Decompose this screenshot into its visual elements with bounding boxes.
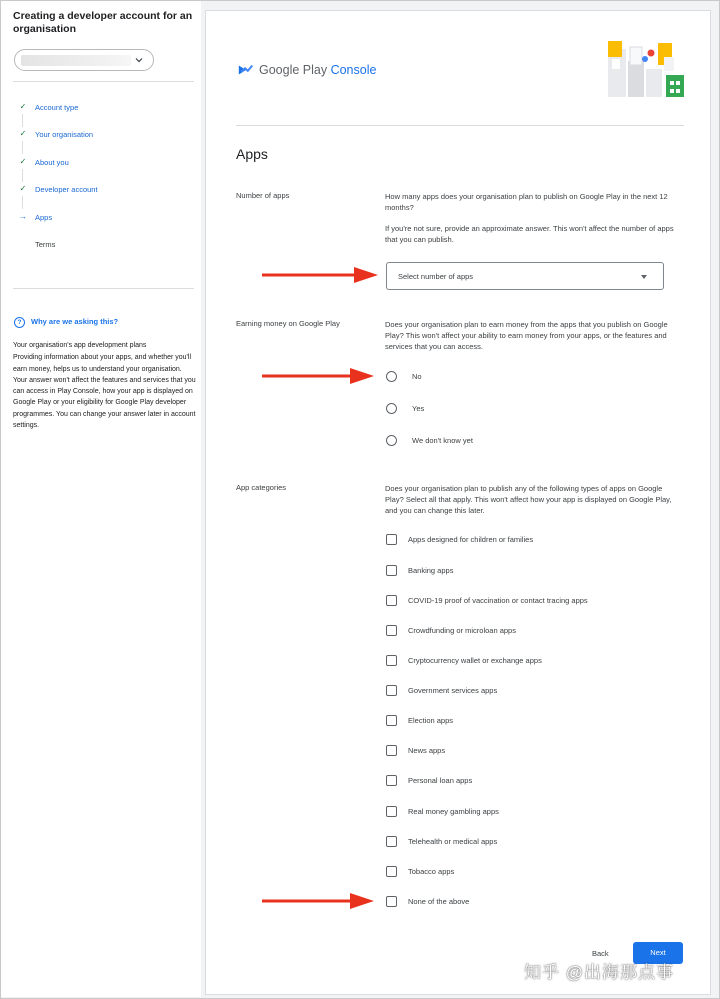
annotation-arrow-icon	[262, 892, 374, 910]
app-categories-question: Does your organisation plan to publish any of the following types of apps on Google Play? Select all that apply. This won't affect how your app is displayed on Google Play, and you can change this later.	[385, 484, 672, 515]
help-text	[13, 340, 196, 431]
radio-label: We don't know yet	[412, 436, 473, 445]
checkbox-label: Tobacco apps	[408, 867, 455, 876]
radio-button[interactable]	[386, 403, 397, 414]
checkbox[interactable]	[386, 625, 397, 636]
sidebar-title: Creating a developer account for an organisation	[13, 10, 193, 35]
help-heading: Why are we asking this?	[31, 317, 119, 326]
checkbox[interactable]	[386, 685, 397, 696]
checkbox-label: COVID-19 proof of vaccination or contact tracing apps	[408, 596, 588, 605]
step-label: Your organisation	[35, 130, 94, 140]
step-connector	[22, 141, 23, 154]
step-label: Account type	[35, 103, 79, 112]
check-icon: ✓	[19, 184, 27, 194]
checkbox[interactable]	[386, 866, 397, 877]
check-icon: ✓	[19, 102, 27, 111]
redacted-account-name	[21, 55, 131, 66]
checkbox[interactable]	[386, 806, 397, 817]
page-title: Apps	[236, 146, 268, 162]
chevron-down-icon	[134, 55, 144, 65]
google-play-console-logo-text	[259, 63, 376, 77]
checkbox[interactable]	[386, 836, 397, 847]
logo-text-accent: Console	[330, 63, 377, 77]
next-button[interactable]: Next	[633, 942, 683, 964]
checkbox-label: Apps designed for children or families	[408, 535, 534, 544]
step-apps[interactable]	[13, 209, 193, 236]
step-connector	[22, 169, 23, 182]
caret-down-icon	[641, 275, 647, 279]
back-button[interactable]: Back	[592, 949, 609, 958]
sidebar	[1, 1, 201, 997]
earning-money-question: Does your organisation plan to earn money from the apps that you publish on Google Play? This won't affect your ability to earn money from your apps, or the features and services that you can access.	[385, 320, 668, 351]
step-label: Developer account	[35, 185, 98, 195]
step-connector	[22, 196, 23, 209]
annotation-arrow-icon	[262, 266, 378, 284]
checkbox[interactable]	[386, 745, 397, 756]
help-circle-icon: ?	[14, 317, 25, 328]
checkbox[interactable]	[386, 715, 397, 726]
check-icon: ✓	[19, 129, 27, 139]
app-categories-label: App categories	[236, 483, 287, 492]
account-selector[interactable]	[14, 49, 154, 71]
checkbox-label: Cryptocurrency wallet or exchange apps	[408, 656, 542, 665]
help-paragraph: Providing information about your apps, and whether you'll earn money, helps us to understand your organisation. Your answer won't affect the features and services that you can access in Play Console, how your app is displayed on Google Play or your eligibility for Google Play developer programmes. You can change your answer later in account settings.	[13, 354, 196, 430]
checkbox[interactable]	[386, 565, 397, 576]
step-list	[13, 99, 193, 263]
sidebar-divider	[13, 81, 194, 82]
step-your-organisation[interactable]	[13, 126, 193, 153]
step-label: Apps	[35, 212, 53, 222]
main-card	[205, 10, 711, 995]
step-terms[interactable]	[13, 236, 193, 263]
radio-button[interactable]	[386, 371, 397, 382]
checkbox[interactable]	[386, 896, 397, 907]
checkbox[interactable]	[386, 655, 397, 666]
radio-label: No	[412, 372, 422, 381]
checkbox-label: None of the above	[408, 897, 470, 906]
step-developer-account[interactable]	[13, 181, 193, 208]
step-about-you[interactable]	[13, 154, 193, 181]
checkbox-label: Crowdfunding or microloan apps	[408, 626, 516, 635]
step-label: About you	[35, 157, 69, 167]
number-of-apps-select[interactable]	[386, 262, 664, 290]
number-of-apps-label: Number of apps	[236, 191, 290, 200]
step-connector	[22, 114, 23, 127]
checkbox-label: Banking apps	[408, 566, 454, 575]
hero-illustration-icon	[606, 39, 686, 101]
check-icon: ✓	[19, 156, 27, 166]
checkbox-label: Personal loan apps	[408, 776, 473, 785]
help-intro: Your organisation's app development plans	[13, 342, 147, 349]
checkbox-label: Government services apps	[408, 686, 498, 695]
checkbox-label: Telehealth or medical apps	[408, 837, 498, 846]
step-account-type[interactable]	[13, 99, 193, 126]
number-of-apps-question: How many apps does your organisation plan to publish on Google Play in the next 12 months?	[385, 192, 668, 212]
zhihu-watermark: 知乎 @出海那点事	[524, 963, 674, 982]
checkbox-label: Real money gambling apps	[408, 807, 499, 816]
radio-button[interactable]	[386, 435, 397, 446]
earning-money-label: Earning money on Google Play	[236, 319, 340, 328]
arrow-right-icon: →	[19, 211, 27, 221]
checkbox[interactable]	[386, 595, 397, 606]
step-label: Terms	[35, 239, 56, 249]
google-play-console-logo-icon	[237, 61, 255, 79]
radio-label: Yes	[412, 404, 425, 413]
checkbox-label: Election apps	[408, 716, 454, 725]
sidebar-divider	[13, 288, 194, 289]
select-placeholder: Select number of apps	[398, 272, 474, 281]
number-of-apps-hint: If you're not sure, provide an approximate answer. This won't affect the number of apps that you can publish.	[385, 224, 674, 244]
checkbox[interactable]	[386, 775, 397, 786]
logo-text-main: Google Play	[259, 63, 331, 77]
annotation-arrow-icon	[262, 367, 374, 385]
checkbox-label: News apps	[408, 746, 446, 755]
checkbox[interactable]	[386, 534, 397, 545]
header-divider	[236, 125, 684, 126]
